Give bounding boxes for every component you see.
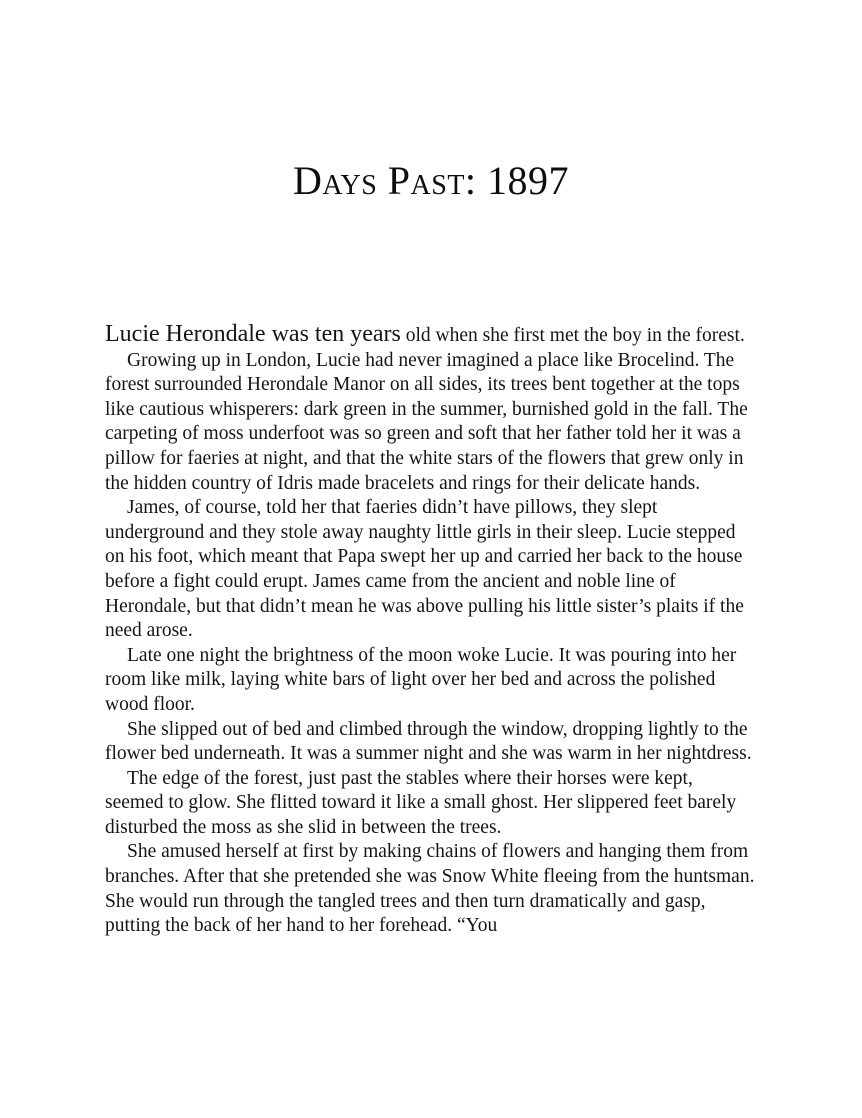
- opening-lead-in: Lucie Herondale was ten years: [105, 321, 401, 347]
- paragraph: Growing up in London, Lucie had never imagined a place like Brocelind. The forest surrounded Herondale Manor on all sides, its trees bent together at the tops like cautious whisperers: dark green in the summer, burnished gold in the fall. The carpeting of moss underfoot was so green and soft that her father told her it was a pillow for faeries at night, and that the white stars of the flowers that grew only in the hidden country of Idris made bracelets and rings for their delicate hands.: [105, 349, 748, 494]
- chapter-title: Days Past: 1897: [292, 158, 570, 203]
- paragraph: She slipped out of bed and climbed through the window, dropping lightly to the flower bed underneath. It was a summer night and she was warm in her nightdress.: [105, 718, 752, 765]
- paragraph: James, of course, told her that faeries didn’t have pillows, they slept underground and they stole away naughty little girls in their sleep. Lucie stepped on his foot, which meant that Papa swept her up and carried her back to the house before a fight could erupt. James came from the ancient and noble line of Herondale, but that didn’t mean he was above pulling his little sister’s plaits if the need arose.: [105, 497, 744, 642]
- opening-rest: old when she first met the boy in the forest.: [405, 325, 745, 346]
- paragraph: The edge of the forest, just past the stables where their horses were kept, seemed to glow. She flitted toward it like a small ghost. Her slippered feet barely disturbed the moss as she slid in between the trees.: [105, 767, 737, 838]
- paragraph: She amused herself at first by making chains of flowers and hanging them from branches. After that she pretended she was Snow White fleeing from the huntsman. She would run through the tangled trees and then turn dramatically and gasp, putting the back of her hand to her forehead. “You: [105, 841, 755, 937]
- chapter-body: [105, 322, 755, 939]
- opening-paragraph: [105, 322, 755, 349]
- paragraph: Late one night the brightness of the moon woke Lucie. It was pouring into her room like milk, laying white bars of light over her bed and across the polished wood floor.: [105, 644, 737, 715]
